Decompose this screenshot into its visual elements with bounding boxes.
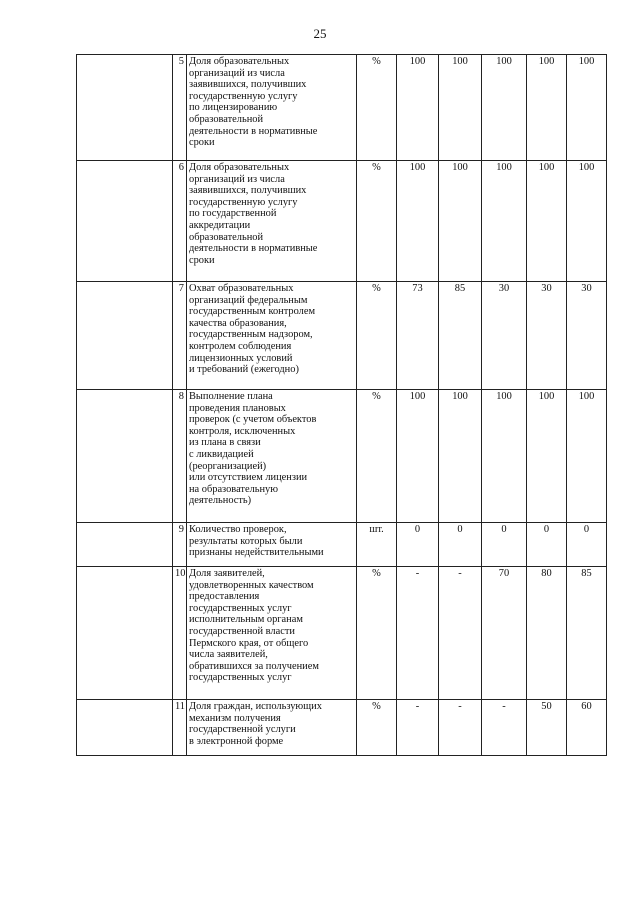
indicators-table <box>76 54 607 756</box>
table-row <box>77 55 607 161</box>
value-cell: 85 <box>567 567 607 700</box>
row-number: 6 <box>173 161 187 282</box>
indicator-name: Доля граждан, использующих механизм получения государственной услуги в электронной форме <box>187 700 357 756</box>
unit-cell: % <box>357 55 397 161</box>
value-cell: 30 <box>482 282 527 390</box>
value-cell: 100 <box>567 55 607 161</box>
value-cell: 100 <box>567 161 607 282</box>
value-cell: 100 <box>482 161 527 282</box>
indicator-name: Доля образовательных организаций из числа заявившихся, получивших государственную услугу по государственной аккредитации образовательной деятельности в нормативные сроки <box>187 161 357 282</box>
value-cell: 60 <box>567 700 607 756</box>
table-row <box>77 161 607 282</box>
value-cell: 85 <box>439 282 482 390</box>
value-cell: - <box>482 700 527 756</box>
table-row <box>77 523 607 567</box>
unit-cell: % <box>357 700 397 756</box>
table-row <box>77 390 607 523</box>
indicator-name: Доля образовательных организаций из числа заявившихся, получивших государственную услугу по лицензированию образовательной деятельности в нормативные сроки <box>187 55 357 161</box>
value-cell: 80 <box>527 567 567 700</box>
row-number: 5 <box>173 55 187 161</box>
value-cell: 100 <box>527 55 567 161</box>
table-body <box>77 55 607 756</box>
value-cell: 30 <box>527 282 567 390</box>
table-row <box>77 282 607 390</box>
row-number: 9 <box>173 523 187 567</box>
value-cell: 100 <box>482 55 527 161</box>
unit-cell: % <box>357 390 397 523</box>
value-cell: - <box>439 700 482 756</box>
empty-cell <box>77 390 173 523</box>
value-cell: 73 <box>397 282 439 390</box>
value-cell: - <box>439 567 482 700</box>
unit-cell: % <box>357 567 397 700</box>
unit-cell: шт. <box>357 523 397 567</box>
value-cell: 0 <box>527 523 567 567</box>
value-cell: 50 <box>527 700 567 756</box>
empty-cell <box>77 282 173 390</box>
value-cell: 100 <box>527 161 567 282</box>
value-cell: 0 <box>482 523 527 567</box>
value-cell: 0 <box>397 523 439 567</box>
indicator-name: Количество проверок, результаты которых были признаны недействительными <box>187 523 357 567</box>
value-cell: 100 <box>439 390 482 523</box>
table-row <box>77 700 607 756</box>
row-number: 10 <box>173 567 187 700</box>
value-cell: - <box>397 700 439 756</box>
value-cell: 100 <box>439 55 482 161</box>
value-cell: 100 <box>439 161 482 282</box>
unit-cell: % <box>357 161 397 282</box>
empty-cell <box>77 567 173 700</box>
value-cell: - <box>397 567 439 700</box>
value-cell: 30 <box>567 282 607 390</box>
indicator-name: Охват образовательных организаций федеральным государственным контролем качества образования, государственным надзором, контролем соблюдения лицензионных условий и требований (ежегодно) <box>187 282 357 390</box>
table-row <box>77 567 607 700</box>
value-cell: 100 <box>397 55 439 161</box>
value-cell: 100 <box>567 390 607 523</box>
empty-cell <box>77 55 173 161</box>
empty-cell <box>77 523 173 567</box>
unit-cell: % <box>357 282 397 390</box>
row-number: 7 <box>173 282 187 390</box>
row-number: 8 <box>173 390 187 523</box>
value-cell: 70 <box>482 567 527 700</box>
value-cell: 100 <box>482 390 527 523</box>
row-number: 11 <box>173 700 187 756</box>
value-cell: 100 <box>527 390 567 523</box>
indicator-name: Доля заявителей, удовлетворенных качеством предоставления государственных услуг исполнительным органам государственной власти Пермского края, от общего числа заявителей, обратившихся за получением государственных услуг <box>187 567 357 700</box>
page-number: 25 <box>313 26 327 41</box>
value-cell: 0 <box>439 523 482 567</box>
empty-cell <box>77 700 173 756</box>
indicator-name: Выполнение плана проведения плановых проверок (с учетом объектов контроля, исключенных из плана в связи с ликвидацией (реорганизацией) или отсутствием лицензии на образовательную деятельность) <box>187 390 357 523</box>
value-cell: 100 <box>397 161 439 282</box>
value-cell: 0 <box>567 523 607 567</box>
empty-cell <box>77 161 173 282</box>
value-cell: 100 <box>397 390 439 523</box>
